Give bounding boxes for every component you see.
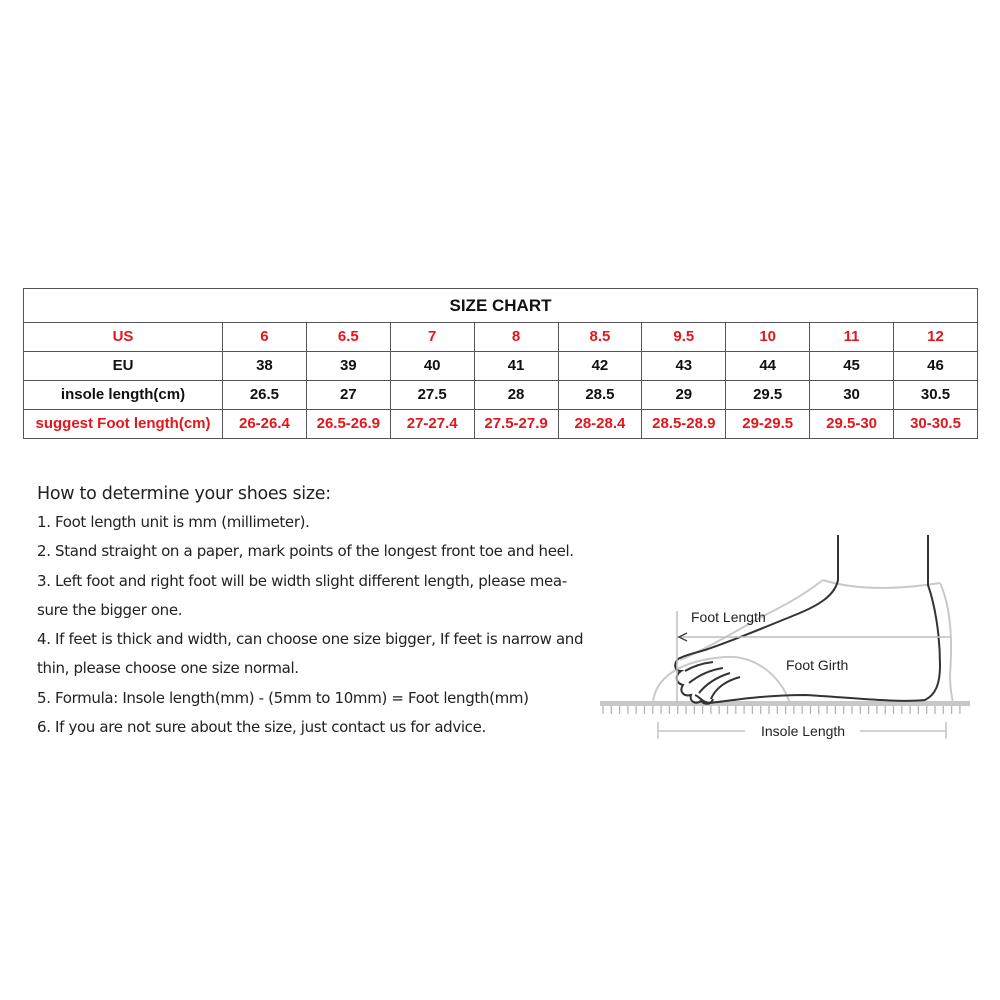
size-cell: 44 (726, 352, 810, 381)
size-cell: 28.5 (558, 381, 642, 410)
size-cell: 29.5-30 (810, 410, 894, 439)
foot-outline-shadow-icon (653, 580, 953, 703)
size-cell: 8 (474, 323, 558, 352)
size-cell: 29 (642, 381, 726, 410)
size-cell: 9.5 (642, 323, 726, 352)
size-cell: 38 (223, 352, 307, 381)
size-cell: 42 (558, 352, 642, 381)
size-cell: 40 (390, 352, 474, 381)
size-cell: 29-29.5 (726, 410, 810, 439)
size-chart-title: SIZE CHART (24, 289, 978, 323)
size-cell: 8.5 (558, 323, 642, 352)
guide-heading: How to determine your shoes size: (37, 484, 331, 504)
size-cell: 43 (642, 352, 726, 381)
size-cell: 28.5-28.9 (642, 410, 726, 439)
size-cell: 30-30.5 (894, 410, 978, 439)
size-cell: 29.5 (726, 381, 810, 410)
size-cell: 30.5 (894, 381, 978, 410)
size-cell: 41 (474, 352, 558, 381)
size-cell: 27.5 (390, 381, 474, 410)
row-label: EU (24, 352, 223, 381)
size-chart-row (24, 323, 978, 352)
size-cell: 28 (474, 381, 558, 410)
size-cell: 27 (306, 381, 390, 410)
guide-line-4: sure the bigger one. (37, 600, 183, 619)
size-cell: 26.5-26.9 (306, 410, 390, 439)
guide-line-7: 5. Formula: Insole length(mm) - (5mm to 10mm) = Foot length(mm) (37, 688, 529, 707)
size-cell: 27-27.4 (390, 410, 474, 439)
size-cell: 28-28.4 (558, 410, 642, 439)
size-cell: 10 (726, 323, 810, 352)
ruler-icon (600, 701, 970, 714)
size-chart-row (24, 381, 978, 410)
size-cell: 11 (810, 323, 894, 352)
size-chart-row (24, 410, 978, 439)
guide-line-3: 3. Left foot and right foot will be width slight different length, please mea- (37, 571, 567, 590)
size-cell: 7 (390, 323, 474, 352)
size-cell: 6.5 (306, 323, 390, 352)
foot-girth-label: Foot Girth (786, 657, 849, 673)
size-cell: 12 (894, 323, 978, 352)
size-cell: 6 (223, 323, 307, 352)
size-cell: 26-26.4 (223, 410, 307, 439)
size-cell: 39 (306, 352, 390, 381)
size-cell: 27.5-27.9 (474, 410, 558, 439)
size-cell: 46 (894, 352, 978, 381)
guide-line-8: 6. If you are not sure about the size, just contact us for advice. (37, 718, 486, 737)
size-chart-table (23, 288, 978, 439)
size-chart-title-row (24, 289, 978, 323)
size-guide (37, 480, 612, 742)
row-label: suggest Foot length(cm) (24, 410, 223, 439)
guide-line-5: 4. If feet is thick and width, can choose one size bigger, If feet is narrow and (37, 630, 584, 649)
row-label: US (24, 323, 223, 352)
size-cell: 45 (810, 352, 894, 381)
size-cell: 30 (810, 381, 894, 410)
row-label: insole length(cm) (24, 381, 223, 410)
size-cell: 26.5 (223, 381, 307, 410)
guide-line-2: 2. Stand straight on a paper, mark points of the longest front toe and heel. (37, 542, 574, 561)
guide-line-6: thin, please choose one size normal. (37, 659, 299, 678)
foot-length-label: Foot Length (691, 609, 766, 625)
foot-measurement-diagram (595, 525, 975, 765)
size-chart-row (24, 352, 978, 381)
insole-length-label: Insole Length (761, 723, 846, 739)
guide-line-1: 1. Foot length unit is mm (millimeter). (37, 513, 310, 531)
